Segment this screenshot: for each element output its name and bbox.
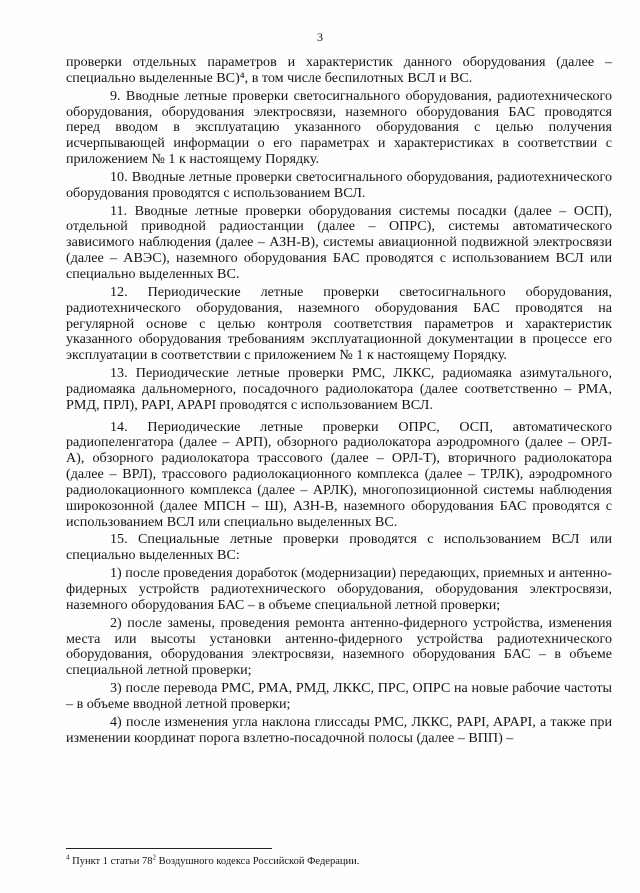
paragraph-11: 11. Вводные летные проверки оборудования системы посадки (далее – ОСП), отдельной приводной радиостанции (далее – ОПРС), системы автоматического зависимого наблюдения (далее – АЗН-В), системы авиационной подвижной электросвязи (далее – АВЭС), наземного оборудования БАС проводятся с использованием ВСЛ или специально выделенных ВС.: [66, 202, 612, 282]
page-number: 3: [317, 30, 323, 44]
list-item-2: 2) после замены, проведения ремонта антенно-фидерного устройства, изменения места или высоты установки антенно-фидерного устройства радиотехнического оборудования, оборудования электросвязи, наземного оборудования БАС – в объеме специальной летной проверки;: [66, 614, 612, 679]
footnote-text-end: Воздушного кодекса Российской Федерации.: [156, 856, 360, 867]
document-body: [66, 55, 612, 746]
footnote: [66, 855, 612, 868]
list-item-1: 1) после проведения доработок (модернизации) передающих, приемных и антенно-фидерных устройств радиотехнического оборудования, оборудования электросвязи, наземного оборудования БАС – в объеме специальной летной проверки;: [66, 565, 612, 613]
paragraph-continuation: проверки отдельных параметров и характеристик данного оборудования (далее – специально выделенные ВС)⁴, в том числе беспилотных ВСЛ и ВС.: [66, 54, 612, 86]
paragraph-12: 12. Периодические летные проверки светосигнального оборудования, радиотехнического оборудования, наземного оборудования БАС проводятся на регулярной основе с целью контроля соответствия параметров и характеристик указанного оборудования требованиям эксплуатационной документации в процессе его эксплуатации в соответствии с приложением № 1 к настоящему Порядку.: [66, 283, 612, 364]
paragraph-13: 13. Периодические летные проверки РМС, ЛККС, радиомаяка азимутального, радиомаяка дальномерного, посадочного радиолокатора (далее соответственно – РМА, РМД, ПРЛ), PAPI, APAPI проводятся с использованием ВСЛ.: [66, 365, 612, 413]
footnote-marker: 4: [66, 853, 70, 862]
paragraph-15: 15. Специальные летные проверки проводятся с использованием ВСЛ или специально выделенных ВС:: [66, 531, 612, 564]
list-item-3: 3) после перевода РМС, РМА, РМД, ЛККС, ПРС, ОПРС на новые рабочие частоты – в объеме вводной летной проверки;: [66, 680, 612, 712]
paragraph-10: 10. Вводные летные проверки светосигнального оборудования, радиотехнического оборудования проводятся с использованием ВСЛ.: [66, 168, 612, 201]
footnote-article-superscript: 2: [152, 853, 157, 862]
footnote-divider: [66, 848, 272, 849]
footnote-text-start: Пункт 1 статьи 78: [72, 856, 153, 867]
list-item-4: 4) после изменения угла наклона глиссады РМС, ЛККС, PAPI, APAPI, а также при изменении координат порога взлетно-посадочной полосы (далее – ВПП) –: [66, 713, 612, 746]
paragraph-14: 14. Периодические летные проверки ОПРС, ОСП, автоматического радиопеленгатора (далее – АРП), обзорного радиолокатора аэродромного (далее – ОРЛ-А), обзорного радиолокатора трассового (далее – ОРЛ-Т), вторичного радиолокатора (далее – ВРЛ), трассового радиолокационного комплекса (далее – ТРЛК), аэродромного радиолокационного комплекса (далее – АРЛК), многопозиционной системы наблюдения широкозонной (далее МПСН – Ш), АЗН-В, наземного оборудования БАС проводятся с использованием ВСЛ или специально выделенных ВС.: [66, 418, 612, 530]
paragraph-9: 9. Вводные летные проверки светосигнального оборудования, радиотехнического оборудования, оборудования электросвязи, наземного оборудования БАС проводятся перед вводом в эксплуатацию указанного оборудования с целью получения исчерпывающей информации о его параметрах и характеристиках в соответствии с приложением № 1 к настоящему Порядку.: [66, 87, 612, 168]
